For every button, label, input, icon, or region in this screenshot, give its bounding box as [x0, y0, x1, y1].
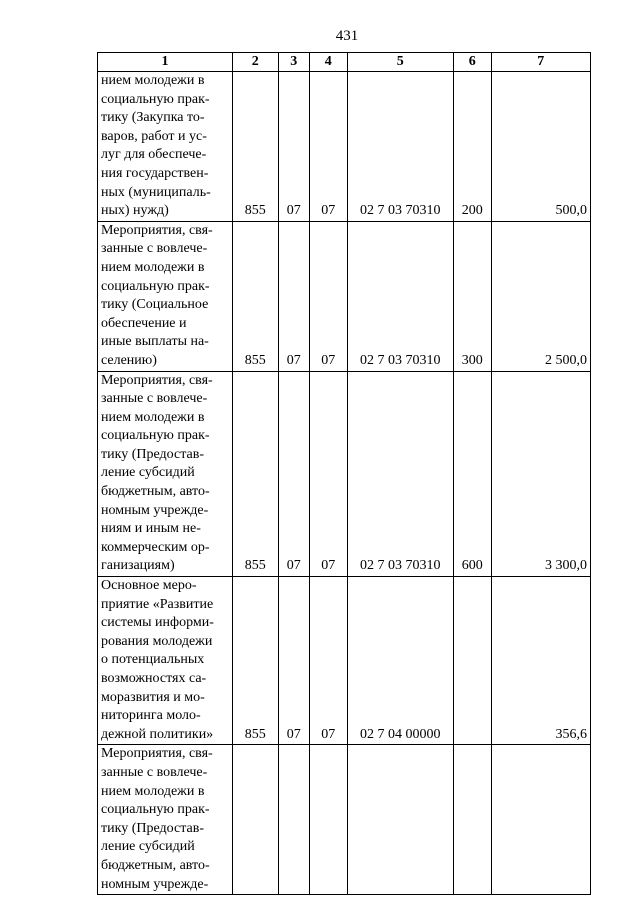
budget-table	[97, 52, 591, 895]
table-row	[98, 371, 591, 577]
row-csr: 02 7 03 70310	[347, 221, 454, 371]
column-header: 3	[278, 53, 309, 72]
row-pr: 07	[309, 371, 347, 577]
column-header: 6	[454, 53, 492, 72]
column-header: 4	[309, 53, 347, 72]
row-vr	[454, 745, 492, 895]
table-row	[98, 745, 591, 895]
table-row	[98, 221, 591, 371]
row-vr: 200	[454, 72, 492, 222]
row-csr: 02 7 04 00000	[347, 577, 454, 745]
row-pr	[309, 745, 347, 895]
row-vr	[454, 577, 492, 745]
row-grbs	[232, 745, 278, 895]
row-name: Мероприятия, свя- занные с вовлече- нием молодежи в социальную прак- тику (Предостав- ление субсидий бюджетным, авто- номным учрежде- ниям и иным не- коммерческим ор- ганизациям)	[98, 371, 233, 577]
table-row	[98, 577, 591, 745]
row-rz: 07	[278, 577, 309, 745]
row-grbs: 855	[232, 577, 278, 745]
row-sum	[491, 745, 590, 895]
row-pr: 07	[309, 72, 347, 222]
row-rz	[278, 745, 309, 895]
row-name: Мероприятия, свя- занные с вовлече- нием молодежи в социальную прак- тику (Социальное обеспечение и иные выплаты на- селению)	[98, 221, 233, 371]
row-csr	[347, 745, 454, 895]
row-pr: 07	[309, 577, 347, 745]
row-rz: 07	[278, 72, 309, 222]
table-row	[98, 72, 591, 222]
row-name: Мероприятия, свя- занные с вовлече- нием молодежи в социальную прак- тику (Предостав- ление субсидий бюджетным, авто- номным учрежде-	[98, 745, 233, 895]
row-sum: 500,0	[491, 72, 590, 222]
row-sum: 2 500,0	[491, 221, 590, 371]
column-header: 5	[347, 53, 454, 72]
row-vr: 600	[454, 371, 492, 577]
row-grbs: 855	[232, 221, 278, 371]
page-number: 431	[335, 28, 359, 44]
column-header: 1	[98, 53, 233, 72]
row-grbs: 855	[232, 72, 278, 222]
row-rz: 07	[278, 221, 309, 371]
row-sum: 356,6	[491, 577, 590, 745]
row-grbs: 855	[232, 371, 278, 577]
row-vr: 300	[454, 221, 492, 371]
row-name: Основное меро- приятие «Развитие системы информи- рования молодежи о потенциальных возможностях са- моразвития и мо- ниторинга моло- дежной политики»	[98, 577, 233, 745]
row-csr: 02 7 03 70310	[347, 72, 454, 222]
row-pr: 07	[309, 221, 347, 371]
row-csr: 02 7 03 70310	[347, 371, 454, 577]
row-rz: 07	[278, 371, 309, 577]
column-header: 7	[491, 53, 590, 72]
row-name: нием молодежи в социальную прак- тику (Закупка то- варов, работ и ус- луг для обеспече- ния государствен- ных (муниципаль- ных) нужд)	[98, 72, 233, 222]
column-header: 2	[232, 53, 278, 72]
table-header-row	[98, 53, 591, 72]
row-sum: 3 300,0	[491, 371, 590, 577]
